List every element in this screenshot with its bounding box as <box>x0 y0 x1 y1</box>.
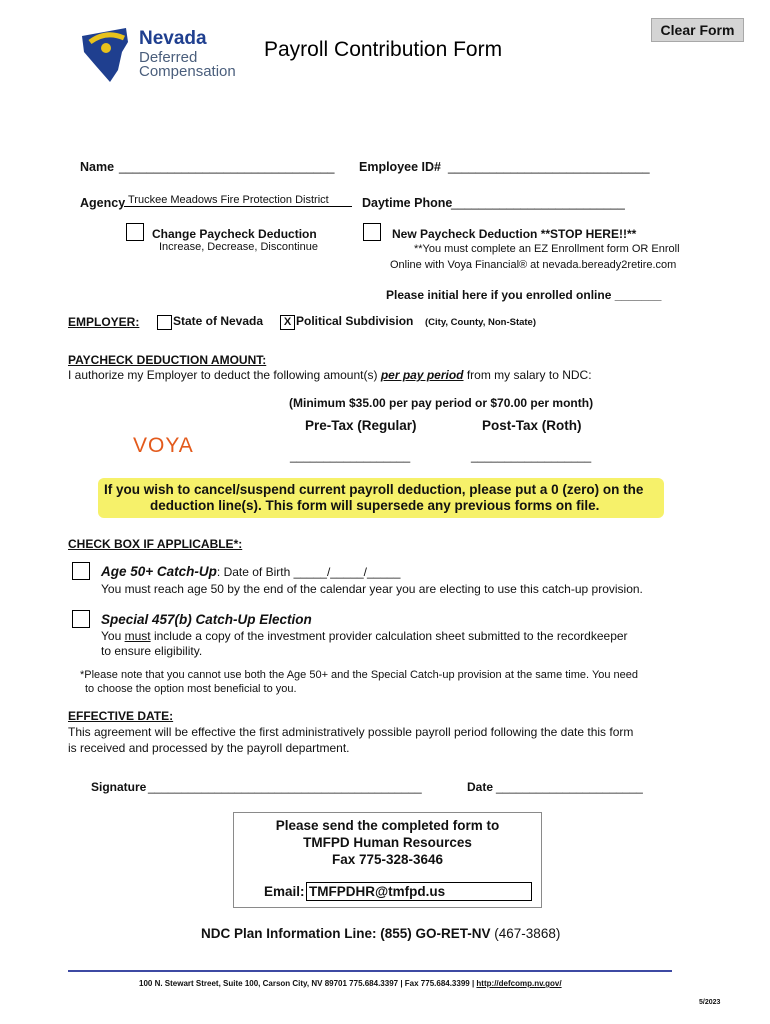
effective-date-heading: EFFECTIVE DATE: <box>68 709 174 723</box>
name-field[interactable]: _______________________________ <box>119 160 335 174</box>
voya-logo: VOYA <box>133 434 194 457</box>
age-50-catchup-checkbox[interactable] <box>72 562 90 580</box>
new-deduction-note-2: Online with Voya Financial® at nevada.beready2retire.com <box>390 259 677 271</box>
special-457b-checkbox[interactable] <box>72 610 90 628</box>
employee-id-label: Employee ID# <box>359 160 441 174</box>
deduction-heading: PAYCHECK DEDUCTION AMOUNT: <box>68 353 267 367</box>
agency-label: Agency <box>80 196 126 210</box>
catchup-note-2: to choose the option most beneficial to you. <box>85 683 297 695</box>
cancel-notice-line-2: deduction line(s). This form will supersede any previous forms on file. <box>150 498 600 513</box>
email-label: Email: <box>264 884 305 899</box>
state-of-nevada-checkbox[interactable] <box>157 315 172 330</box>
logo-title: Nevada <box>139 28 207 49</box>
special-457b-desc-2: to ensure eligibility. <box>101 644 203 658</box>
footer-address: 100 N. Stewart Street, Suite 100, Carson City, NV 89701 775.684.3397 | Fax 775.684.3399 | http://defcomp.nv.gov/ <box>139 979 562 988</box>
cancel-notice-line-1: If you wish to cancel/suspend current payroll deduction, please put a 0 (zero) on the <box>104 482 644 497</box>
posttax-amount-field[interactable]: __________________ <box>471 449 592 463</box>
effective-date-text-2: is received and processed by the payroll department. <box>68 741 350 755</box>
political-subdivision-label: Political Subdivision <box>296 314 414 328</box>
footer-divider <box>68 970 672 972</box>
special-457b-title: Special 457(b) Catch-Up Election <box>101 612 312 627</box>
political-subdivision-checkbox[interactable]: X <box>280 315 295 330</box>
signature-label: Signature <box>91 780 147 794</box>
pretax-amount-field[interactable]: __________________ <box>290 449 411 463</box>
posttax-label: Post-Tax (Roth) <box>482 418 582 433</box>
catchup-note-1: *Please note that you cannot use both the Age 50+ and the Special Catch-up provision at the same time. You need <box>80 669 639 681</box>
age-50-catchup-title: Age 50+ Catch-Up: Date of Birth _____/_____/_____ <box>101 564 401 579</box>
logo-subtitle-1: Deferred <box>139 49 198 66</box>
footer-website-link[interactable]: http://defcomp.nv.gov/ <box>476 979 562 988</box>
change-deduction-checkbox[interactable] <box>126 223 144 241</box>
state-of-nevada-label: State of Nevada <box>173 314 264 328</box>
political-subdivision-note: (City, County, Non-State) <box>425 317 536 328</box>
date-field[interactable]: ______________________ <box>496 780 643 794</box>
email-value: TMFPDHR@tmfpd.us <box>309 884 446 899</box>
new-deduction-note-1: **You must complete an EZ Enrollment form OR Enroll <box>414 243 680 255</box>
employer-label: EMPLOYER: <box>68 315 140 329</box>
age-50-catchup-desc: You must reach age 50 by the end of the calendar year you are electing to use this catch-up provision. <box>101 582 643 596</box>
name-label: Name <box>80 160 115 174</box>
send-line-3: Fax 775-328-3646 <box>331 852 444 867</box>
minimum-text: (Minimum $35.00 per pay period or $70.00 per month) <box>289 396 594 410</box>
signature-field[interactable]: _________________________________________ <box>148 780 422 794</box>
change-deduction-sub: Increase, Decrease, Discontinue <box>159 241 318 253</box>
change-deduction-label: Change Paycheck Deduction <box>152 227 317 241</box>
effective-date-text-1: This agreement will be effective the first administratively possible payroll period following the date this form <box>68 725 634 739</box>
daytime-phone-field[interactable]: _________________________ <box>451 196 625 210</box>
form-title: Payroll Contribution Form <box>264 38 503 61</box>
plan-info-line: NDC Plan Information Line: (855) GO-RET-NV (467-3868) <box>201 926 561 941</box>
agency-field[interactable]: Truckee Meadows Fire Protection District <box>124 194 352 207</box>
catchup-heading: CHECK BOX IF APPLICABLE*: <box>68 537 243 551</box>
clear-form-button[interactable]: Clear Form <box>651 18 744 42</box>
date-label: Date <box>467 780 494 794</box>
authorization-text: I authorize my Employer to deduct the following amount(s) per pay period from my salary to NDC: <box>68 368 592 382</box>
new-deduction-label: New Paycheck Deduction **STOP HERE!!** <box>392 227 637 241</box>
send-line-1: Please send the completed form to <box>275 818 500 833</box>
initial-online-field[interactable]: Please initial here if you enrolled online _______ <box>386 288 662 302</box>
footer-version: 5/2023 <box>699 999 721 1006</box>
logo-subtitle-2: Compensation <box>139 63 236 80</box>
employee-id-field[interactable]: _____________________________ <box>448 160 650 174</box>
daytime-phone-label: Daytime Phone <box>362 196 453 210</box>
pretax-label: Pre-Tax (Regular) <box>305 418 417 433</box>
send-line-2: TMFPD Human Resources <box>303 835 472 850</box>
special-457b-desc: You must include a copy of the investment provider calculation sheet submitted to the recordkeeper <box>101 629 628 643</box>
new-deduction-checkbox[interactable] <box>363 223 381 241</box>
